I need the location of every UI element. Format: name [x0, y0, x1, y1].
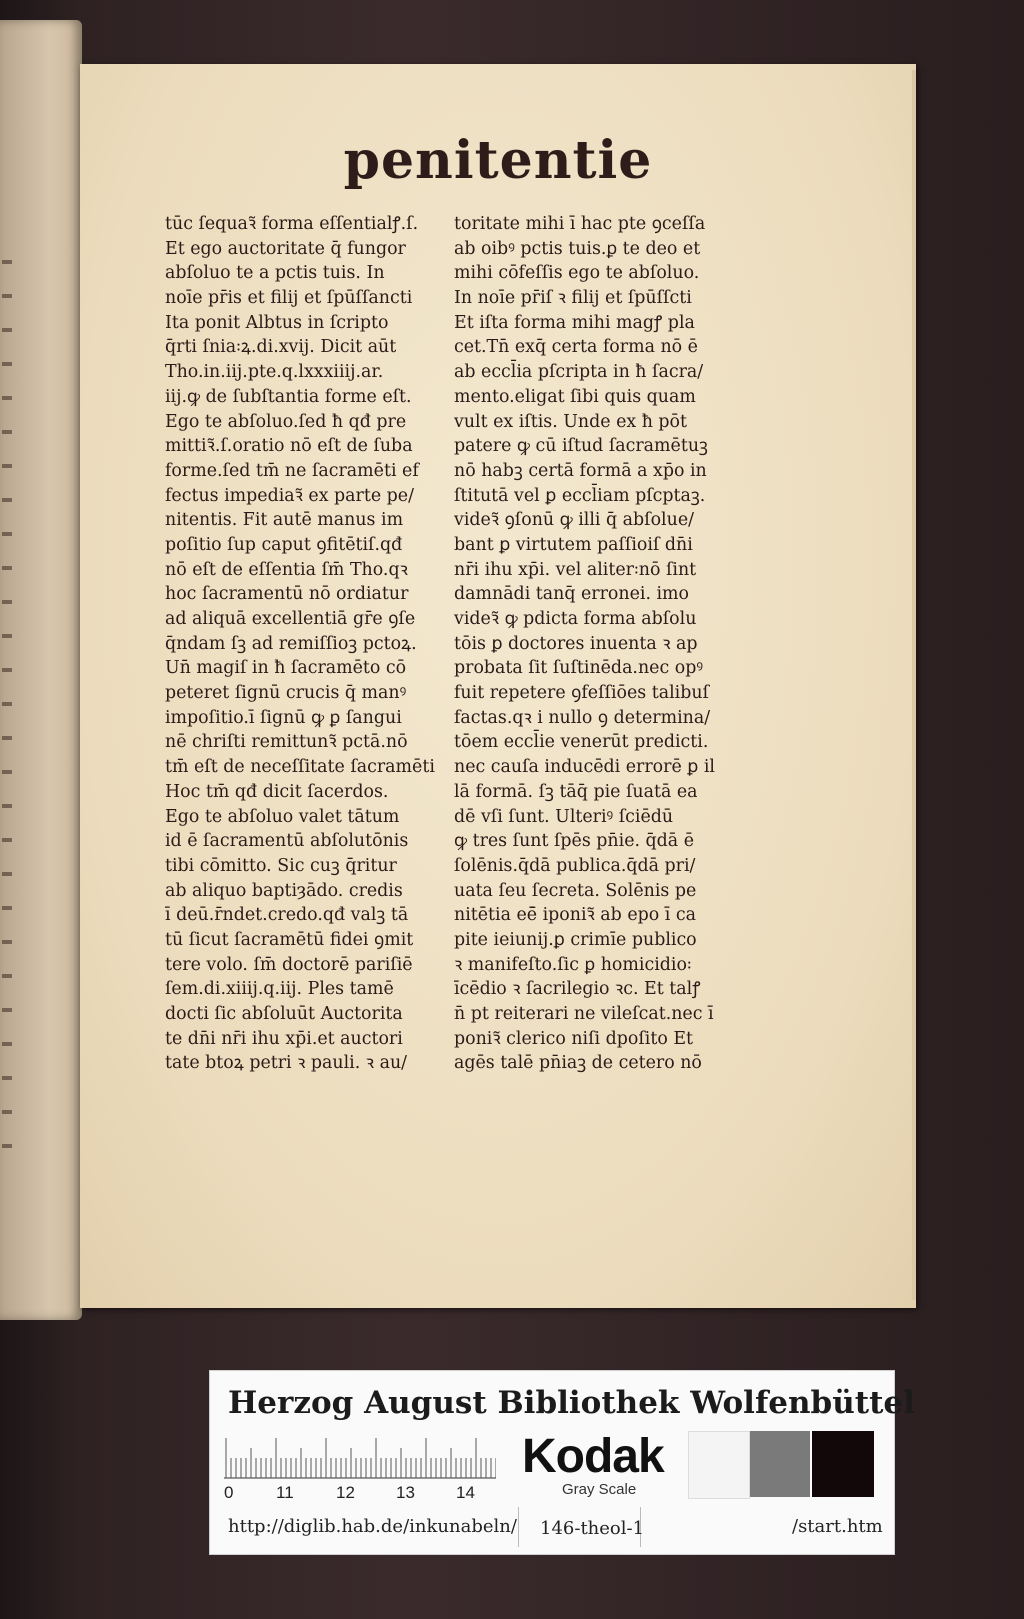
text-line: lā formā. ſꝫ tāq̄ pie ſuatā ea [454, 781, 698, 802]
text-line: ab aliquo baptiȝādo. credis [165, 880, 403, 901]
text-line: mento.eligat ſibi quis quam [454, 386, 696, 407]
text-line: pite ieiunij.ꝑ crimīe publico [454, 929, 697, 950]
text-line: ab eccl̄ia pſcripta in ħ ſacra/ [454, 362, 704, 383]
text-line: cet.Tn̄ exq̄ certa forma nō ē [454, 337, 698, 358]
gray-swatch-mid [750, 1431, 810, 1497]
text-line: noīe pr̄is et filij et ſpūſſancti [165, 288, 413, 309]
ruler-number: 0 [224, 1483, 234, 1502]
left-page-text-marks [2, 260, 12, 1160]
text-line: n̄ pt reiterari ne vileſcat.nec ī [454, 1004, 714, 1024]
text-line: In noīe pr̄iſ ꝛ filij et ſpūſſcti [454, 288, 692, 309]
left-text-column [165, 212, 437, 1076]
text-line: ab oibꝰ pctis tuis.ꝑ te deo et [454, 238, 701, 259]
text-line: ad aliquā excellentiā gr̄e ꝯſe [165, 609, 416, 629]
page-fore-edge [912, 70, 916, 1300]
text-line: ſtitutā vel ꝑ eccl̄iam pſcptaꝫ. [454, 485, 706, 506]
text-line: ſem.di.xiiij.q.iij. Ples tamē [165, 979, 394, 1000]
text-line: agēs talē pn̄iaꝫ de cetero nō [454, 1053, 702, 1074]
kodak-logo: Kodak [522, 1430, 664, 1483]
text-line: Tho.in.iij.pte.q.lxxxiiij.ar. [165, 362, 384, 383]
text-line: fectus impediaꝛ̃ ex parte pe/ [165, 485, 414, 506]
text-line: tere volo. ſm̄ doctorē pariſiē [165, 954, 413, 975]
text-line: nr̄i ihu xp̄i. vel aliter꞉nō ſint [454, 559, 697, 580]
text-line: nē chriſti remittunꝛ̃ pctā.nō [165, 732, 408, 753]
label-divider [518, 1507, 519, 1547]
gray-swatch-white [688, 1431, 750, 1499]
text-line: uata ſeu ſecreta. Solēnis pe [454, 880, 697, 901]
text-line: videꝛ̃ ꝯſonū ꝙ illi q̄ abſolue/ [454, 510, 694, 531]
gray-scale-caption: Gray Scale [562, 1481, 637, 1498]
text-line: tate btoꝝ petri ꝛ pauli. ꝛ au/ [165, 1053, 408, 1074]
right-text-column [454, 212, 726, 1076]
text-line: mihi cōfeſſis ego te abſoluo. [454, 263, 700, 284]
text-line: dē vſi ſunt. Ulteriꝰ ſciēdū [454, 806, 674, 827]
text-line: poſitio ſup caput ꝯfitētiſ.qđ [165, 534, 403, 555]
text-line: toritate mihi ī hac pte ꝯceſſa [454, 214, 706, 234]
ruler-number: 13 [396, 1483, 415, 1502]
text-line: patere ꝙ cū iſtud ſacramētuꝫ [454, 436, 708, 457]
text-line: Ego te abſoluo.ſed ħ qđ pre [165, 411, 407, 432]
text-line: docti ſic abſoluūt Auctorita [165, 1004, 403, 1024]
book-page [80, 64, 916, 1308]
text-line: ꝛ manifeſto.ſic ꝑ homicidio꞉ [454, 954, 692, 975]
text-line: bant ꝑ virtutem paſſioiſ dn̄i [454, 534, 693, 555]
text-line: probata ſit ſuſtinēda.nec opꝰ [454, 658, 703, 679]
text-line: factas.qꝛ i nullo ꝯ determina/ [454, 707, 711, 728]
ruler-number: 11 [276, 1483, 294, 1502]
text-line: ꝙ tres ſunt ſpēs pn̄ie. q̄dā ē [454, 831, 694, 852]
text-line: impoſitio.ī ſignū ꝙ ꝑ ſangui [165, 707, 402, 728]
text-line: abſoluo te a pctis tuis. In [165, 263, 385, 284]
text-line: videꝛ̃ ꝙ pdicta forma abſolu [454, 609, 697, 629]
start-page-url: /start.htm [792, 1516, 883, 1537]
archive-label [209, 1370, 915, 1555]
text-line: nitētia eē̄ iponiꝛ̃ ab epo ī ca [454, 905, 696, 926]
text-line: īcēdio ꝛ ſacrilegio ꝛc. Et talꝭ [454, 979, 701, 1000]
text-line: Et iſta forma mihi magꝭ pla [454, 312, 695, 333]
running-head: penitentie [343, 130, 653, 191]
text-line: poniꝛ̃ clerico niſi dpoſito Et [454, 1028, 694, 1049]
text-line: ī deū.r̄ndet.credo.qđ valꝫ tā [165, 905, 409, 926]
ruler-scale [224, 1433, 496, 1479]
ruler-number: 12 [336, 1483, 355, 1502]
text-line: hoc ſacramentū nō ordiatur [165, 584, 409, 605]
text-line: q̄rti ſnia꞉ꝝ.di.xvij. Dicit aūt [165, 337, 397, 358]
text-line: fuit repetere ꝯfeſſiōes talibuſ [454, 683, 709, 704]
text-line: vult ex iſtis. Unde ex ħ pōt [454, 411, 688, 432]
text-line: Ego te abſoluo valet tātum [165, 806, 400, 827]
text-line: id ē ſacramentū abſolutōnis [165, 831, 409, 852]
text-line: mittiꝛ̃.ſ.oratio nō eſt de ſuba [165, 436, 413, 457]
text-line: q̄ndam ſꝫ ad remiſſioꝫ pctoꝝ. [165, 633, 417, 654]
text-line: nec cauſa inducēdi errorē ꝑ il [454, 757, 715, 778]
text-line: Et ego auctoritate q̄ fungor [165, 238, 406, 259]
text-line: damnādi tanq̄ erronei. imo [454, 584, 690, 605]
digital-library-url: http://diglib.hab.de/inkunabeln/ [228, 1516, 517, 1537]
text-line: Ita ponit Albtus in ſcripto [165, 312, 389, 333]
text-line: ſolēnis.q̄dā publica.q̄dā pri/ [454, 855, 696, 876]
text-line: Hoc tm̄ qđ dicit ſacerdos. [165, 781, 389, 802]
text-line: nō eſt de eſſentia ſm̄ Tho.qꝛ [165, 559, 408, 580]
left-page-edge [0, 20, 82, 1320]
text-line: tibi cōmitto. Sic cuꝫ q̄ritur [165, 855, 397, 876]
text-line: tm̄ eſt de neceſſitate ſacramēti [165, 757, 435, 778]
text-line: nō habꝫ certā formā a xp̄o in [454, 460, 707, 481]
ruler-numbers [224, 1483, 496, 1505]
library-name: Herzog August Bibliothek Wolfenbüttel [228, 1385, 915, 1421]
text-line: nitentis. Fit autē manus im [165, 510, 404, 531]
text-line: tōis ꝑ doctores inuenta ꝛ ap [454, 633, 698, 654]
text-line: peteret ſignū crucis q̄ manꝰ [165, 683, 407, 704]
text-line: iij.ꝙ de ſubſtantia forme eſt. [165, 386, 412, 407]
text-line: Un̄ magiſ in ħ ſacramēto cō [165, 658, 407, 679]
text-line: tū ſicut ſacramētū fidei ꝯmit [165, 929, 414, 950]
text-line: te dn̄i nr̄i ihu xp̄i.et auctori [165, 1028, 403, 1049]
gray-swatch-black [812, 1431, 874, 1497]
ruler-number: 14 [456, 1483, 475, 1502]
shelfmark: 146-theol-1 [540, 1518, 645, 1539]
text-line: tōem eccl̄ie venerūt predicti. [454, 732, 709, 753]
text-line: forme.ſed tm̄ ne ſacramēti ef [165, 460, 419, 481]
text-line: tūc ſequaꝛ̃ forma eſſentialꝭ.ſ. [165, 214, 419, 234]
